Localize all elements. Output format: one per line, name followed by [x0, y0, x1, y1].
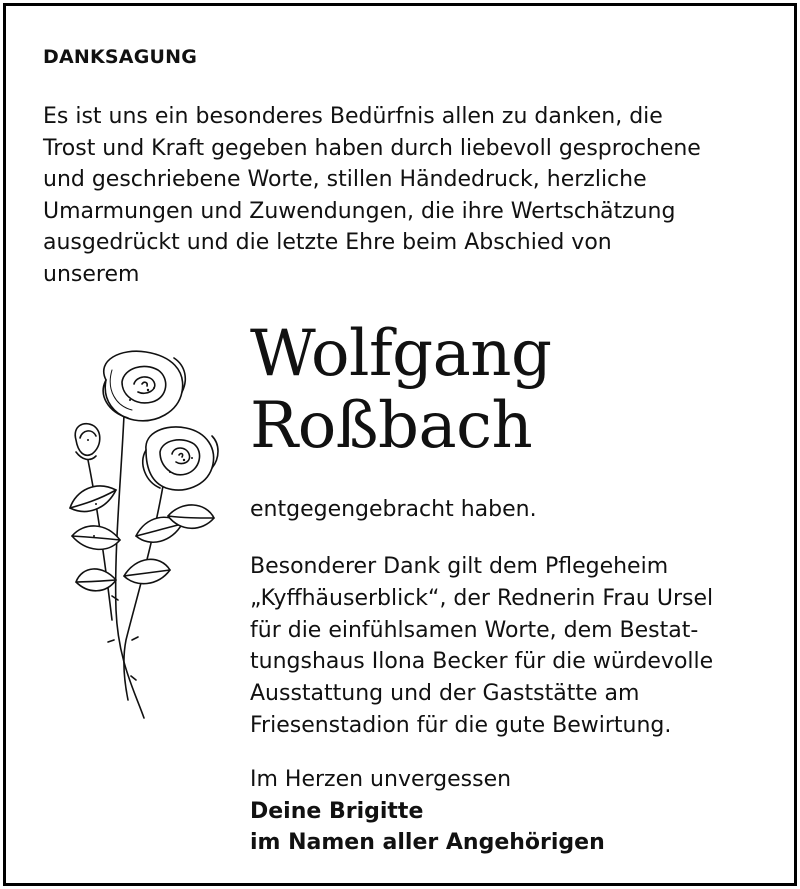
closing-line: Im Herzen unvergessen — [250, 767, 512, 792]
last-name: Roßbach — [250, 389, 533, 463]
intro-line: Umarmungen und Zuwendungen, die ihre Wertschätzung — [43, 198, 676, 224]
first-name: Wolfgang — [250, 317, 552, 391]
thanks-line: Friesenstadion für die gute Bewirtung. — [250, 712, 672, 738]
heading: DANKSAGUNG — [43, 46, 198, 68]
rose-illustration-icon — [36, 340, 241, 725]
closing-signature — [250, 764, 605, 859]
thanks-paragraph — [250, 551, 713, 742]
intro-text — [43, 101, 783, 291]
thanks-line: Besonderer Dank gilt dem Pflegeheim — [250, 554, 669, 579]
thanks-line: tungshaus Ilona Becker für die würdevolle — [250, 649, 714, 675]
signer-name: Deine Brigitte — [250, 798, 424, 824]
signer-relatives: im Namen aller Angehörigen — [250, 830, 605, 855]
thanks-line: Ausstattung und der Gaststätte am — [250, 681, 640, 707]
intro-line: und geschriebene Worte, stillen Händedruck, herzliche — [43, 167, 647, 193]
intro-line: unserem — [43, 261, 140, 287]
intro-line: Es ist uns ein besonderes Bedürfnis allen zu danken, die — [43, 104, 663, 129]
intro-line: Trost und Kraft gegeben haben durch liebevoll gesprochene — [43, 135, 701, 161]
deceased-name — [250, 318, 551, 462]
after-name-text: entgegengebracht haben. — [250, 497, 537, 522]
intro-line: ausgedrückt und die letzte Ehre beim Abschied von — [43, 230, 612, 256]
thanks-line: für die einfühlsamen Worte, dem Bestat- — [250, 617, 699, 643]
thanks-line: „Kyffhäuserblick“, der Rednerin Frau Ursel — [250, 585, 714, 611]
